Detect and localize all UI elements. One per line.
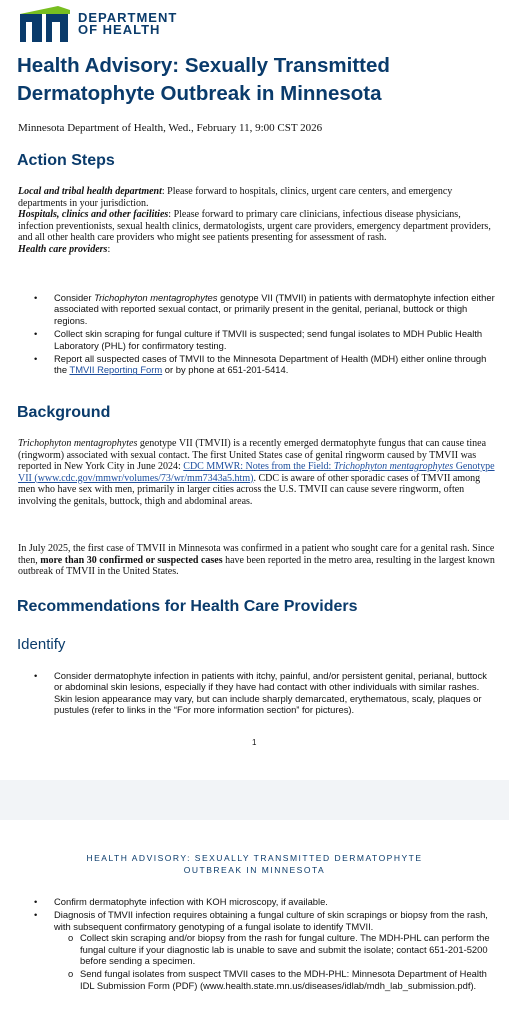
section-heading-background: Background: [17, 404, 111, 421]
running-head: [0, 852, 509, 876]
bullet-text: Report all suspected cases of TMVII to the Minnesota Department of Health (MDH) either online through the: [54, 353, 487, 376]
tmvii-reporting-form-link[interactable]: TMVII Reporting Form: [69, 364, 163, 376]
paragraph-text: In July 2025, the first case of TMVII in Minnesota was confirmed in a patient who sought care for a genital rash. Since then,: [18, 543, 495, 566]
subsection-heading-identify: Identify: [17, 636, 66, 653]
page-gap: [0, 780, 509, 820]
paragraph-text: genotype VII (TMVII) is a recently emerged dermatophyte fungus that can cause tinea (ringworm) associated with sexual contact. The first United States case of genital ringworm caused by TMVII was reported in New York City in June 2024:: [18, 438, 487, 472]
hospitals-text: : Please forward to primary care clinicians, infectious disease physicians, infection preventionists, sexual health clinics, dermatologists, urgent care providers, emergency department providers, and all other health care providers who might see patients presenting for assessment of rash.: [18, 209, 491, 243]
logo-line-2: OF HEALTH: [78, 22, 161, 37]
hospitals-label: Hospitals, clinics and other facilities: [18, 209, 169, 220]
paragraph-text: . CDC is aware of other sporadic cases of TMVII among men who have sex with men, primarily in larger cities across the U.S. TMVII can cause severe ringworm, often involving the genitals, buttock, thigh and abdominal areas.: [18, 472, 481, 507]
species-name: Trichophyton mentagrophytes: [94, 292, 218, 303]
list-item: [18, 292, 496, 326]
page-title: Health Advisory: Sexually Transmitted Dermatophyte Outbreak in Minnesota: [17, 54, 390, 105]
bullet-text: genotype VII (TMVII) in patients with dermatophyte infection either associated with reported sexual contact, or primarily present in the genital, perianal, buttock or thigh regions.: [54, 292, 495, 326]
local-health-label: Local and tribal health department: [18, 186, 162, 197]
sub-list-item: o Collect skin scraping and/or biopsy from the rash for fungal culture. The MDH-PHL can perform the fungal culture if your diagnostic lab is unable to save and submit the isolate; contact 651-201-5200 before sending a specimen.: [54, 932, 496, 966]
list-item: • Confirm dermatophyte infection with KOH microscopy, if available.: [18, 896, 496, 907]
list-item: [18, 353, 496, 376]
running-head-line-1: HEALTH ADVISORY: SEXUALLY TRANSMITTED DERMATOPHYTE: [86, 853, 423, 863]
action-steps-intro: [18, 186, 496, 255]
logo-line-1: DEPARTMENT: [78, 10, 178, 25]
list-item: • Collect skin scraping for fungal culture if TMVII is suspected; send fungal isolates to MDH Public Health Laboratory (PHL) for confirmatory testing.: [18, 328, 496, 351]
section-heading-action-steps: Action Steps: [17, 152, 115, 169]
sub-list: [54, 932, 496, 991]
list-item: [18, 909, 496, 991]
bullet-text: or by phone at 651-201-5414.: [162, 364, 289, 376]
bullet-text: Consider: [54, 292, 95, 303]
local-health-paragraph: [18, 186, 496, 209]
bullet-text: • Diagnosis of TMVII infection requires obtaining a fungal culture of skin scrapings or biopsy from the rash, with subsequent confirmatory genotyping of a fungal isolate to identify TMVII.: [54, 909, 488, 932]
providers-text: :: [107, 243, 111, 255]
case-count-highlight: more than 30 confirmed or suspected cases: [40, 554, 223, 566]
local-health-text: : Please forward to hospitals, clinics, urgent care centers, and emergency departments in your jurisdiction.: [18, 186, 453, 209]
paragraph-text: have been reported in the metro area, resulting in the largest known outbreak of TMVII in the United States.: [18, 554, 495, 577]
logo-wordmark: [78, 12, 177, 36]
sub-list-item: o Send fungal isolates from suspect TMVII cases to the MDH-PHL: Minnesota Department of Health IDL Submission Form (PDF) (www.health.state.mn.us/diseases/idlab/mdh_lab_submission.pdf).: [54, 968, 496, 991]
providers-label: Health care providers: [18, 243, 108, 255]
mn-logo-icon: [18, 6, 70, 42]
page-number: 1: [252, 738, 257, 747]
providers-paragraph: [18, 244, 496, 256]
action-steps-list: [18, 292, 496, 378]
link-text: CDC MMWR: Notes from the Field:: [183, 461, 334, 472]
dateline: Minnesota Department of Health, Wed., February 11, 9:00 CST 2026: [18, 122, 323, 134]
identify-list: [18, 670, 496, 718]
mdh-logo: [18, 6, 177, 42]
background-paragraph-2: [18, 543, 496, 578]
running-head-line-2: OUTBREAK IN MINNESOTA: [183, 865, 326, 875]
section-heading-recommendations: Recommendations for Health Care Providers: [17, 598, 358, 615]
species-name: Trichophyton mentagrophytes: [18, 438, 138, 449]
identify-list-continued: [18, 896, 496, 993]
hospitals-paragraph: [18, 209, 496, 244]
background-paragraph-1: [18, 438, 496, 507]
link-text: Genotype VII (www.cdc.gov/mmwr/volumes/73/wr/mm7343a5.htm): [18, 461, 495, 484]
list-item: • Consider dermatophyte infection in patients with itchy, painful, and/or persistent genital, perianal, buttock or abdominal skin lesions, especially if they have had contact with other individuals with similar rashes. Skin lesion appearance may vary, but can include sharply demarcated, erythematous, scaly, plaques or pustules (refer to links in the “For more information section” for pictures).: [18, 670, 496, 716]
link-species-name: Trichophyton mentagrophytes: [333, 461, 454, 472]
